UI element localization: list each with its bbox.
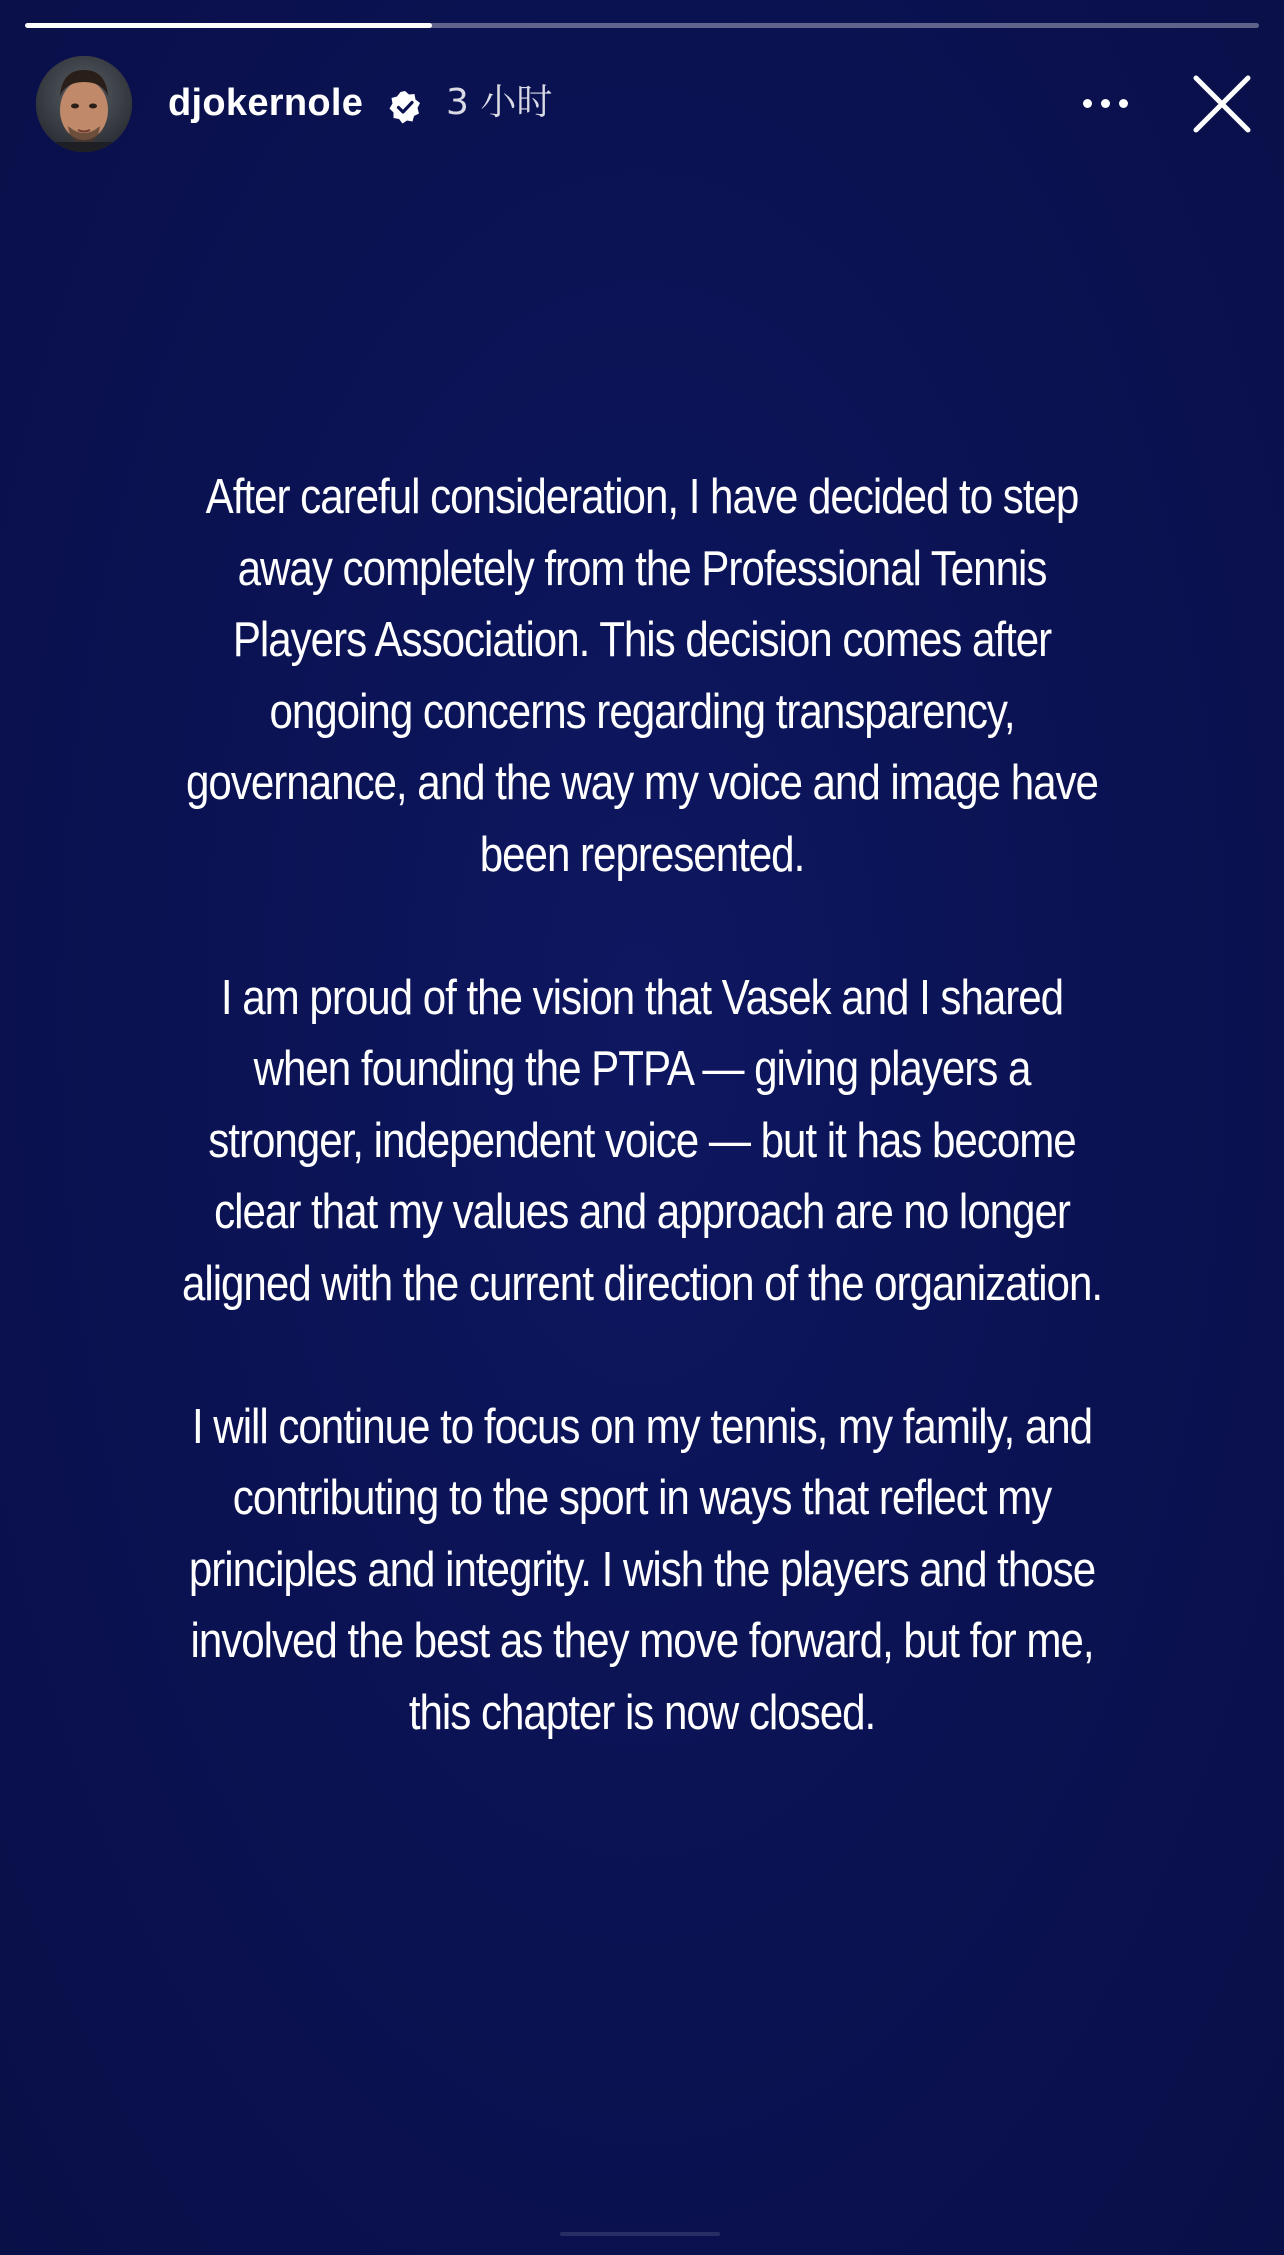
story-progress-bar [25, 23, 1259, 28]
more-options-dot [1119, 99, 1128, 108]
story-header [0, 50, 1284, 160]
home-indicator [560, 2232, 720, 2236]
story-progress-fill [25, 23, 432, 28]
verified-badge-icon [388, 90, 422, 124]
close-icon [1190, 72, 1254, 136]
message-paragraph: I will continue to focus on my tennis, my family, and contributing to the sport in ways that reflect my principles and integrity. I wish the players and those involved the best as they move forward, but for me, this chapter is now closed. [188, 1399, 1096, 1740]
avatar[interactable] [36, 56, 132, 152]
story-text [176, 462, 1108, 1749]
more-options-dot [1101, 99, 1110, 108]
more-options-button[interactable] [1070, 80, 1140, 126]
username[interactable]: djokernole [168, 82, 364, 124]
message-paragraph: I am proud of the vision that Vasek and I shared when founding the PTPA — giving players a stronger, independent voice — but it has become clear that my values and approach are no longer aligned with the current direction of the organization. [181, 970, 1103, 1311]
post-timestamp: 3 小时 [446, 82, 553, 123]
close-button[interactable] [1190, 72, 1254, 136]
profile-avatar [36, 56, 132, 152]
message-paragraph: After careful consideration, I have decided to step away completely from the Professional Tennis Players Association. This decision comes after ongoing concerns regarding transparency, governance, and the way my voice and image have been represented. [186, 470, 1098, 882]
more-options-icon [1083, 99, 1092, 108]
